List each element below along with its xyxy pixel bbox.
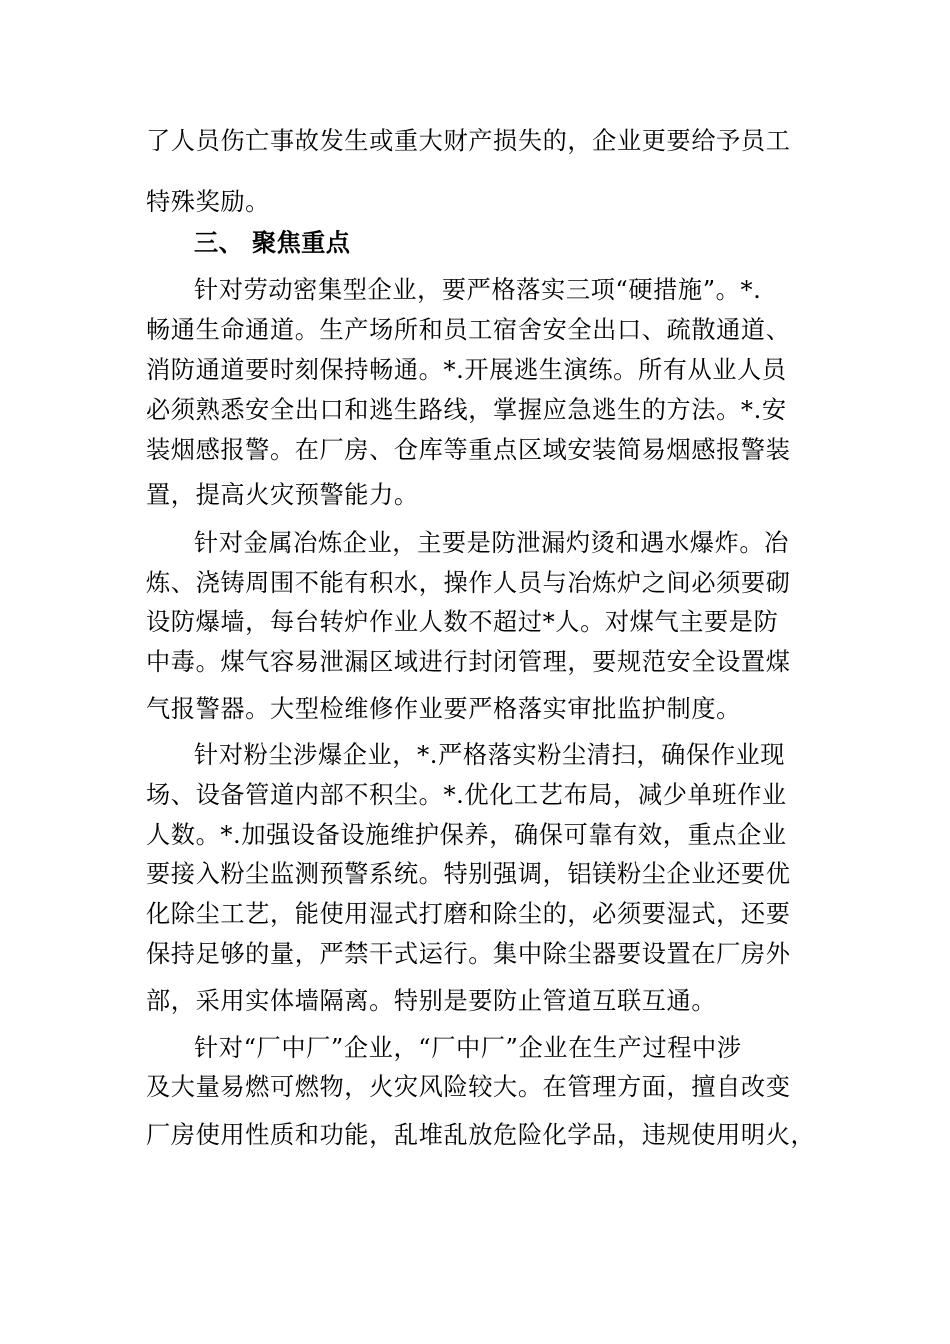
paragraph-line: 针对粉尘涉爆企业，*.严格落实粉尘清扫，确保作业现	[194, 741, 786, 769]
paragraph-line: 中毒。煤气容易泄漏区域进行封闭管理，要规范安全设置煤	[146, 648, 791, 676]
paragraph-line: 保持足够的量，严禁干式运行。集中除尘器要设置在厂房外	[146, 940, 791, 968]
paragraph-line: 炼、浇铸周围不能有积水，操作人员与冶炼炉之间必须要砌	[146, 569, 791, 597]
paragraph-line: 针对金属冶炼企业，主要是防泄漏灼烫和遇水爆炸。冶	[194, 529, 789, 557]
paragraph-line: 必须熟悉安全出口和逃生路线，掌握应急逃生的方法。*.安	[146, 396, 787, 424]
paragraph-line: 及大量易燃可燃物，火灾风险较大。在管理方面，擅自改变	[146, 1073, 791, 1101]
paragraph-line: 要接入粉尘监测预警系统。特别强调，铝镁粉尘企业还要优	[146, 860, 791, 888]
paragraph-line: 气报警器。大型检维修作业要严格落实审批监护制度。	[146, 695, 741, 723]
paragraph-line: 设防爆墙，每台转炉作业人数不超过*人。对煤气主要是防	[146, 608, 779, 636]
paragraph-line: 人数。*.加强设备设施维护保养，确保可靠有效，重点企业	[146, 821, 787, 849]
paragraph-line: 装烟感报警。在厂房、仓库等重点区域安装简易烟感报警装	[146, 436, 791, 464]
paragraph-line: 针对劳动密集型企业，要严格落实三项“硬措施”。*.	[194, 276, 762, 304]
paragraph-line: 消防通道要时刻保持畅通。*.开展逃生演练。所有从业人员	[146, 356, 787, 384]
paragraph-line: 特殊奖励。	[146, 188, 270, 216]
section-heading: 三、 聚焦重点	[194, 229, 351, 257]
paragraph-line: 化除尘工艺，能使用湿式打磨和除尘的，必须要湿式，还要	[146, 900, 791, 928]
paragraph-line: 厂房使用性质和功能，乱堆乱放危险化学品，违规使用明火，	[146, 1121, 816, 1149]
paragraph-line: 畅通生命通道。生产场所和员工宿舍安全出口、疏散通道、	[146, 316, 791, 344]
paragraph-line: 针对“厂中厂”企业，“厂中厂”企业在生产过程中涉	[194, 1034, 742, 1062]
paragraph-line: 置，提高火灾预警能力。	[146, 481, 419, 509]
paragraph-line: 了人员伤亡事故发生或重大财产损失的，企业更要给予员工	[146, 127, 791, 155]
paragraph-line: 部，采用实体墙隔离。特别是要防止管道互联互通。	[146, 987, 717, 1015]
paragraph-line: 场、设备管道内部不积尘。*.优化工艺布局，减少单班作业	[146, 781, 787, 809]
